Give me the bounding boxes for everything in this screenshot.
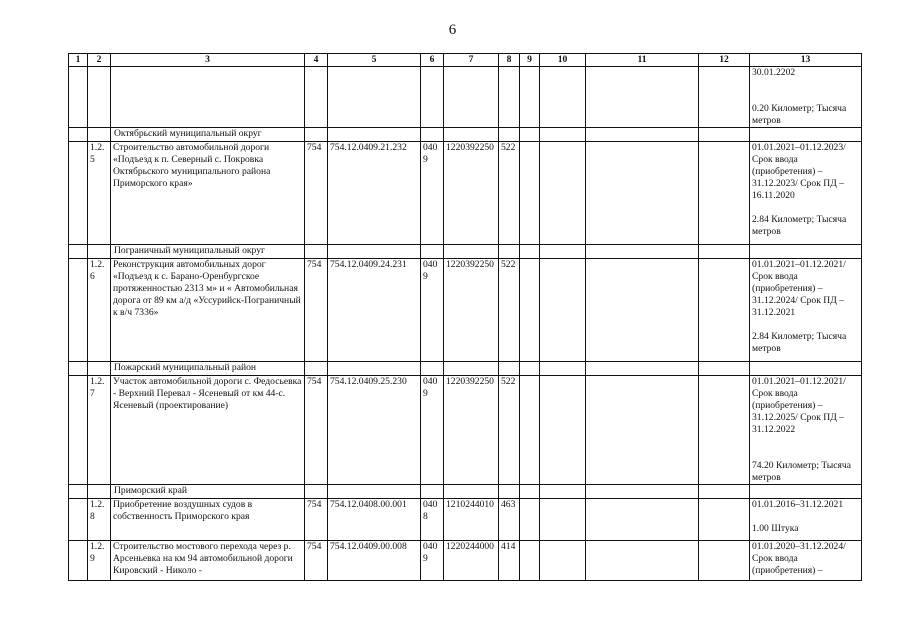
- cell-col-1: [69, 67, 88, 128]
- cell-col-5: 754.12.0409.00.008: [328, 541, 421, 581]
- cell-col-3: Строительство автомобильной дороги «Подъезд к п. Северный с. Покровка Октябрьского муниципального района Приморского края»: [111, 142, 305, 245]
- cell-col-5: [328, 362, 421, 376]
- cell-col-8: 522: [499, 142, 520, 245]
- cell-col-9: [520, 259, 540, 362]
- column-header-13: 13: [750, 54, 862, 67]
- cell-col-11: [586, 259, 699, 362]
- cell-col-10: [540, 499, 586, 541]
- cell-col-9: [520, 128, 540, 142]
- cell-col-1: [69, 499, 88, 541]
- cell-col-8: 414: [499, 541, 520, 581]
- cell-col-13: 01.01.2021–01.12.2021/ Срок ввода (приобретения) – 31.12.2025/ Срок ПД – 31.12.2022 74.20 Километр; Тысяча метров: [750, 376, 862, 485]
- cell-col-11: [586, 142, 699, 245]
- cell-col-11: [586, 541, 699, 581]
- cell-col-9: [520, 499, 540, 541]
- cell-col-6: [421, 67, 444, 128]
- cell-col-7: [444, 485, 499, 499]
- cell-col-9: [520, 376, 540, 485]
- cell-col-5: 754.12.0409.21.232: [328, 142, 421, 245]
- cell-col-8: 463: [499, 499, 520, 541]
- table-row: [69, 67, 862, 128]
- cell-col-6: 0408: [421, 499, 444, 541]
- section-row: [69, 245, 862, 259]
- cell-col-3: Участок автомобильной дороги с. Федосьевка - Верхний Перевал - Ясеневый от км 44-с. Ясеневый (проектирование): [111, 376, 305, 485]
- section-row: [69, 128, 862, 142]
- cell-col-11: [586, 376, 699, 485]
- cell-col-7: [444, 362, 499, 376]
- cell-col-1: [69, 259, 88, 362]
- cell-col-13: 30.01.2202 0.20 Километр; Тысяча метров: [750, 67, 862, 128]
- cell-col-1: [69, 485, 88, 499]
- header-row: [69, 54, 862, 67]
- cell-col-4: 754: [305, 499, 328, 541]
- cell-col-12: [699, 485, 750, 499]
- cell-col-2: [88, 485, 111, 499]
- cell-col-7: [444, 128, 499, 142]
- cell-col-9: [520, 485, 540, 499]
- cell-col-5: [328, 128, 421, 142]
- cell-col-10: [540, 259, 586, 362]
- cell-col-4: 754: [305, 541, 328, 581]
- cell-col-3: Приобретение воздушных судов в собственность Приморского края: [111, 499, 305, 541]
- cell-col-12: [699, 376, 750, 485]
- cell-col-8: [499, 485, 520, 499]
- cell-col-2: 1.2.9: [88, 541, 111, 581]
- cell-col-7: 1220392250: [444, 259, 499, 362]
- cell-col-12: [699, 142, 750, 245]
- cell-col-9: [520, 362, 540, 376]
- cell-col-7: [444, 245, 499, 259]
- cell-col-12: [699, 541, 750, 581]
- cell-col-3: Пограничный муниципальный округ: [111, 245, 305, 259]
- cell-col-10: [540, 485, 586, 499]
- cell-col-11: [586, 67, 699, 128]
- cell-col-4: 754: [305, 376, 328, 485]
- cell-col-7: 1220392250: [444, 376, 499, 485]
- cell-col-8: 522: [499, 376, 520, 485]
- cell-col-2: [88, 245, 111, 259]
- cell-col-11: [586, 499, 699, 541]
- table-row: [69, 499, 862, 541]
- cell-col-10: [540, 142, 586, 245]
- column-header-8: 8: [499, 54, 520, 67]
- cell-col-4: [305, 362, 328, 376]
- column-header-12: 12: [699, 54, 750, 67]
- cell-col-6: 0409: [421, 376, 444, 485]
- cell-col-4: 754: [305, 259, 328, 362]
- column-header-6: 6: [421, 54, 444, 67]
- cell-col-11: [586, 485, 699, 499]
- table-row: [69, 376, 862, 485]
- cell-col-10: [540, 128, 586, 142]
- cell-col-4: [305, 128, 328, 142]
- cell-col-1: [69, 541, 88, 581]
- column-header-4: 4: [305, 54, 328, 67]
- cell-col-8: [499, 128, 520, 142]
- cell-col-7: 1220392250: [444, 142, 499, 245]
- cell-col-6: [421, 485, 444, 499]
- column-header-7: 7: [444, 54, 499, 67]
- cell-col-13: 01.01.2016–31.12.2021 1.00 Штука: [750, 499, 862, 541]
- cell-col-3: Реконструкция автомобильных дорог «Подъезд к с. Барано-Оренбургское протяженностью 2313 м» и « Автомобильная дорога от 89 км а/д «Уссурийск-Пограничный к в/ч 7336»: [111, 259, 305, 362]
- cell-col-13: [750, 362, 862, 376]
- cell-col-1: [69, 245, 88, 259]
- cell-col-6: 0409: [421, 259, 444, 362]
- column-header-2: 2: [88, 54, 111, 67]
- cell-col-10: [540, 245, 586, 259]
- cell-col-4: [305, 67, 328, 128]
- cell-col-13: 01.01.2021–01.12.2021/ Срок ввода (приобретения) – 31.12.2024/ Срок ПД – 31.12.2021 2.84 Километр; Тысяча метров: [750, 259, 862, 362]
- section-row: [69, 362, 862, 376]
- cell-col-12: [699, 67, 750, 128]
- cell-col-3: Строительство мостового перехода через р. Арсеньевка на км 94 автомобильной дороги Кировский - Николо -: [111, 541, 305, 581]
- cell-col-5: 754.12.0408.00.001: [328, 499, 421, 541]
- cell-col-5: [328, 485, 421, 499]
- cell-col-3: [111, 67, 305, 128]
- cell-col-13: [750, 245, 862, 259]
- section-row: [69, 485, 862, 499]
- cell-col-13: 01.01.2020–31.12.2024/ Срок ввода (приобретения) –: [750, 541, 862, 581]
- cell-col-1: [69, 376, 88, 485]
- cell-col-8: [499, 67, 520, 128]
- table-header: [69, 54, 862, 67]
- cell-col-13: [750, 128, 862, 142]
- cell-col-4: 754: [305, 142, 328, 245]
- cell-col-3: Пожарский муниципальный район: [111, 362, 305, 376]
- cell-col-7: [444, 67, 499, 128]
- column-header-10: 10: [540, 54, 586, 67]
- cell-col-6: [421, 128, 444, 142]
- page-number: 6: [448, 22, 457, 38]
- cell-col-3: Приморский край: [111, 485, 305, 499]
- budget-table: [68, 53, 862, 581]
- cell-col-1: [69, 142, 88, 245]
- cell-col-11: [586, 245, 699, 259]
- cell-col-13: [750, 485, 862, 499]
- column-header-3: 3: [111, 54, 305, 67]
- cell-col-12: [699, 259, 750, 362]
- cell-col-10: [540, 362, 586, 376]
- cell-col-2: [88, 67, 111, 128]
- cell-col-4: [305, 485, 328, 499]
- cell-col-12: [699, 499, 750, 541]
- cell-col-5: [328, 245, 421, 259]
- cell-col-1: [69, 128, 88, 142]
- cell-col-4: [305, 245, 328, 259]
- cell-col-7: 1220244000: [444, 541, 499, 581]
- column-header-5: 5: [328, 54, 421, 67]
- cell-col-11: [586, 128, 699, 142]
- column-header-1: 1: [69, 54, 88, 67]
- column-header-9: 9: [520, 54, 540, 67]
- cell-col-5: 754.12.0409.25.230: [328, 376, 421, 485]
- cell-col-2: 1.2.5: [88, 142, 111, 245]
- cell-col-12: [699, 245, 750, 259]
- cell-col-11: [586, 362, 699, 376]
- cell-col-2: 1.2.8: [88, 499, 111, 541]
- cell-col-10: [540, 376, 586, 485]
- cell-col-6: [421, 362, 444, 376]
- cell-col-8: [499, 362, 520, 376]
- cell-col-1: [69, 362, 88, 376]
- cell-col-12: [699, 128, 750, 142]
- cell-col-2: [88, 362, 111, 376]
- cell-col-10: [540, 541, 586, 581]
- cell-col-6: [421, 245, 444, 259]
- cell-col-9: [520, 541, 540, 581]
- cell-col-5: 754.12.0409.24.231: [328, 259, 421, 362]
- cell-col-2: 1.2.6: [88, 259, 111, 362]
- table-body: [69, 67, 862, 581]
- table-row: [69, 541, 862, 581]
- cell-col-9: [520, 245, 540, 259]
- cell-col-8: [499, 245, 520, 259]
- cell-col-6: 0409: [421, 541, 444, 581]
- column-header-11: 11: [586, 54, 699, 67]
- cell-col-12: [699, 362, 750, 376]
- cell-col-2: 1.2.7: [88, 376, 111, 485]
- cell-col-3: Октябрьский муниципальный округ: [111, 128, 305, 142]
- table-row: [69, 259, 862, 362]
- cell-col-9: [520, 142, 540, 245]
- table-row: [69, 142, 862, 245]
- cell-col-13: 01.01.2021–01.12.2023/ Срок ввода (приобретения) – 31.12.2023/ Срок ПД – 16.11.2020 2.84 Километр; Тысяча метров: [750, 142, 862, 245]
- cell-col-8: 522: [499, 259, 520, 362]
- cell-col-6: 0409: [421, 142, 444, 245]
- cell-col-9: [520, 67, 540, 128]
- cell-col-5: [328, 67, 421, 128]
- cell-col-10: [540, 67, 586, 128]
- cell-col-2: [88, 128, 111, 142]
- cell-col-7: 1210244010: [444, 499, 499, 541]
